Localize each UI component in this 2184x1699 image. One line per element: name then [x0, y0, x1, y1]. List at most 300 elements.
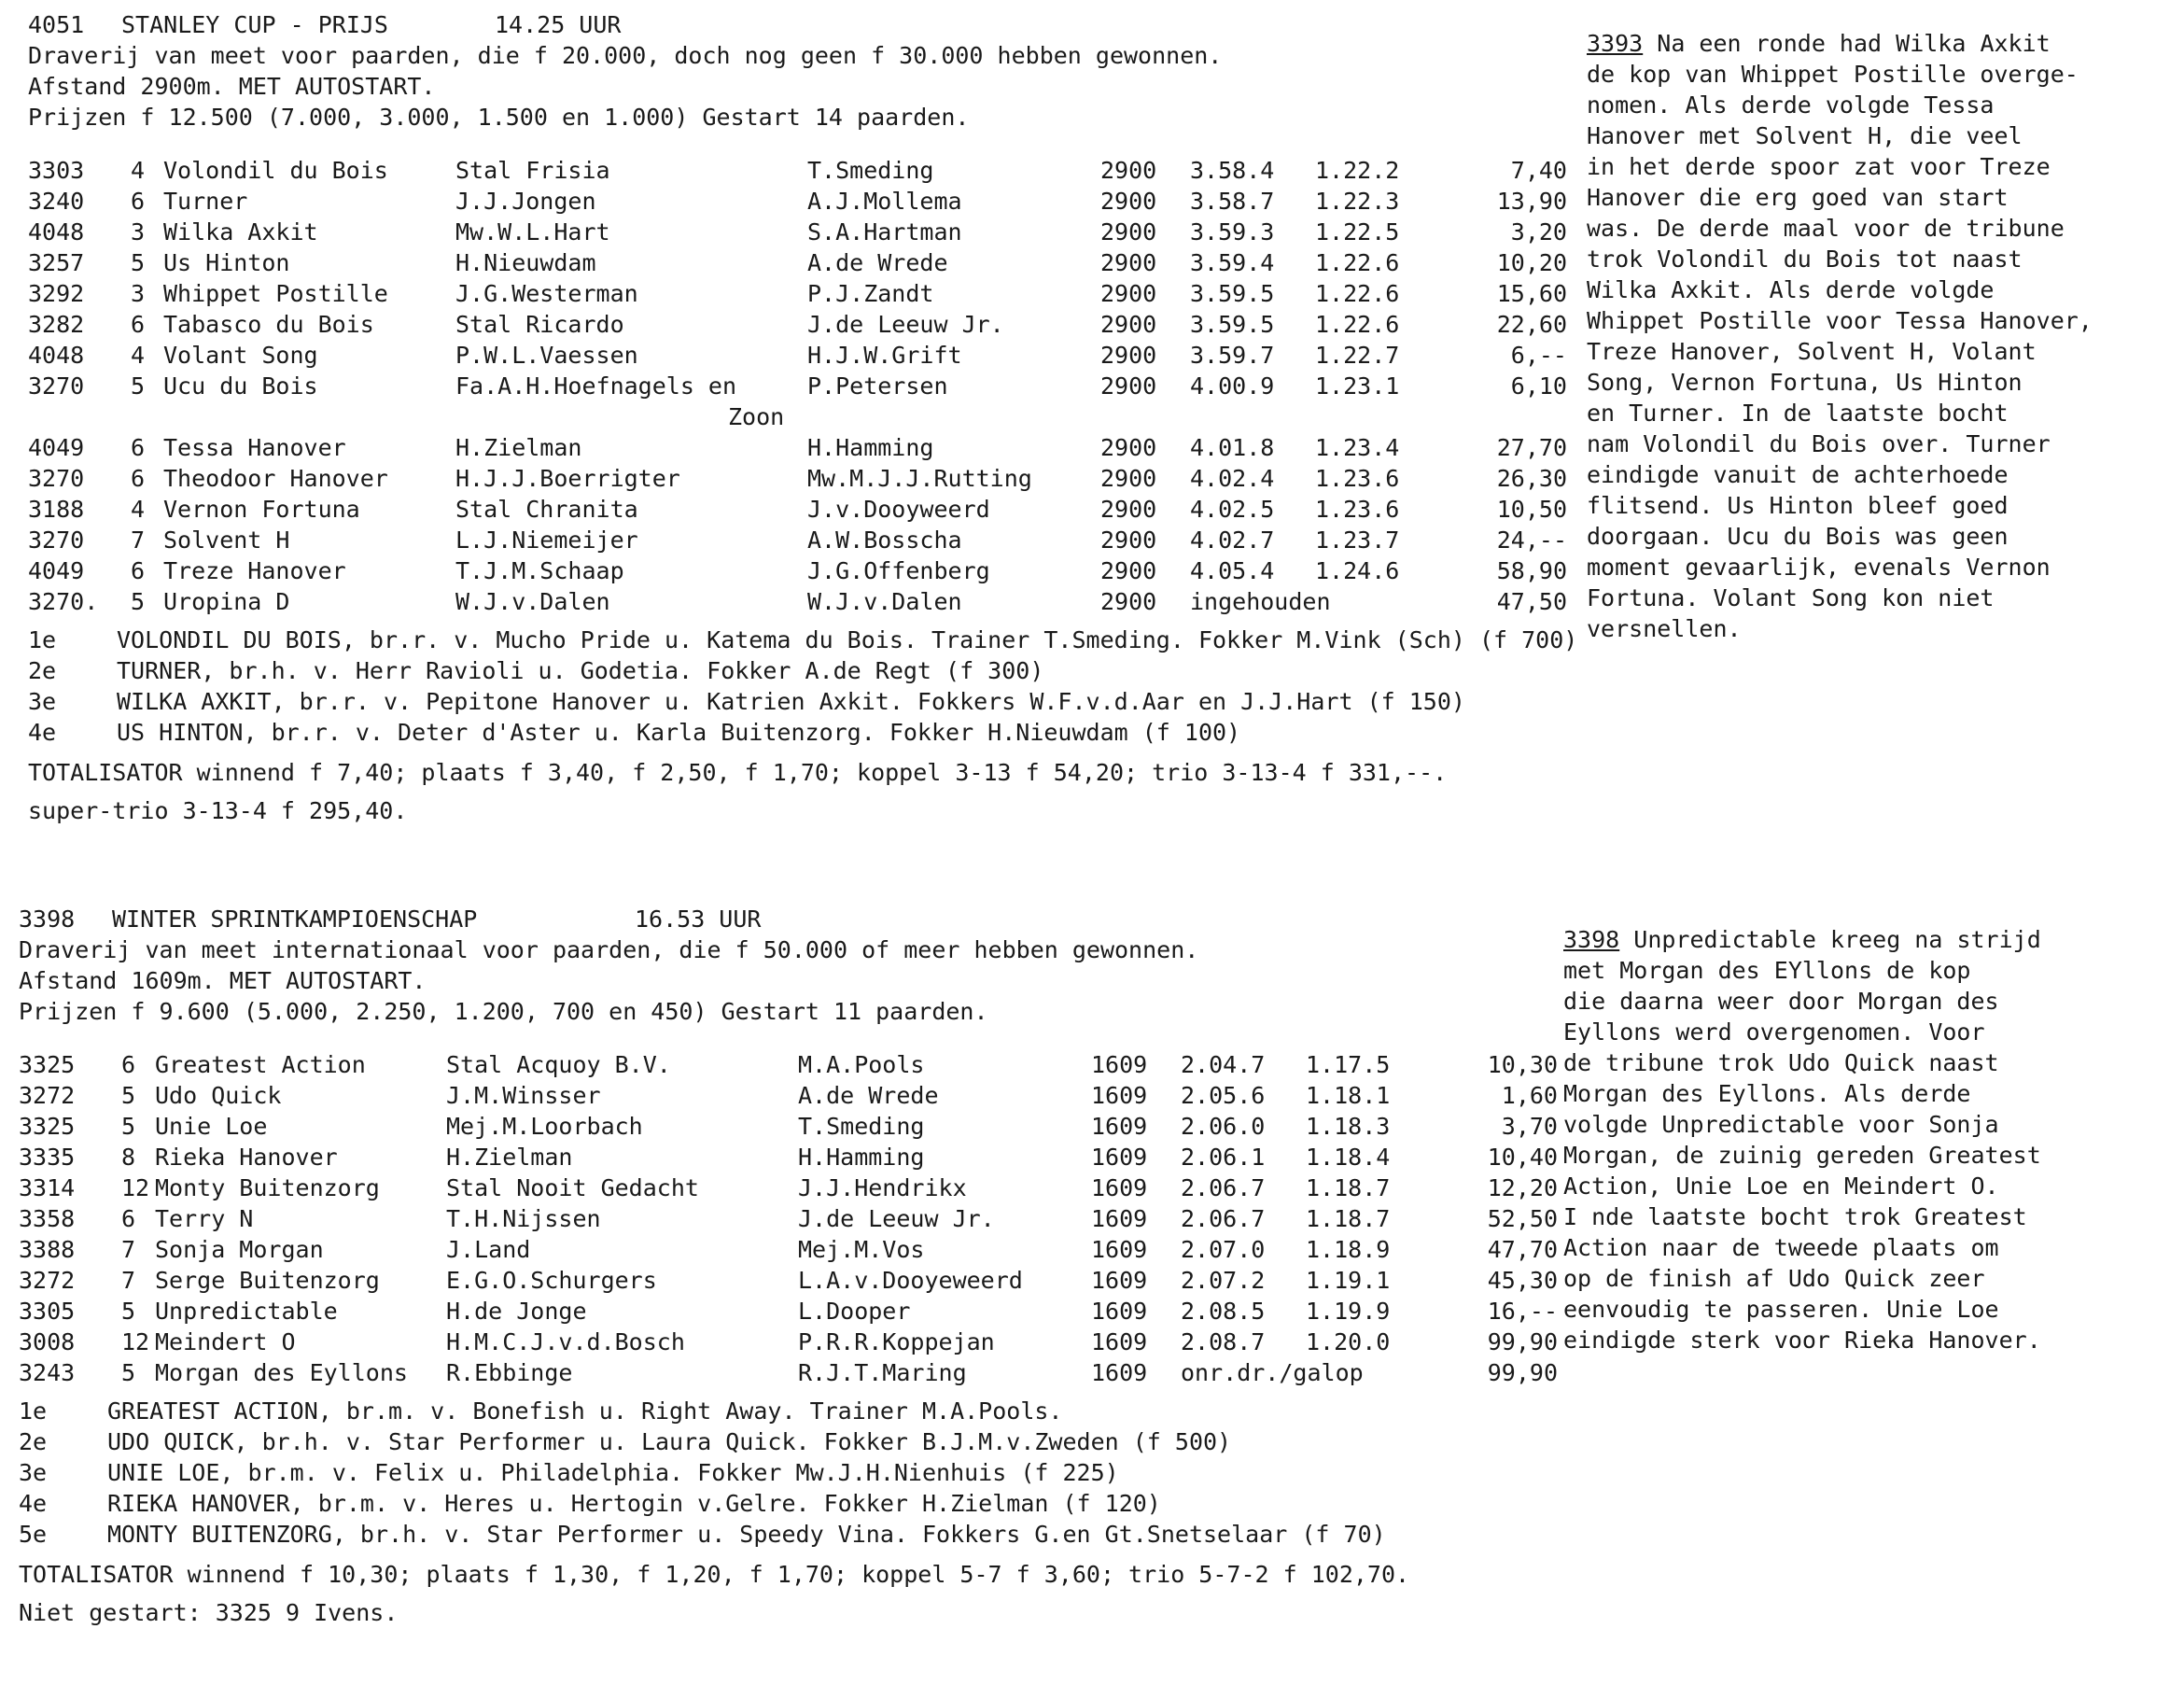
race-name: WINTER SPRINTKAMPIOENSCHAP — [112, 906, 478, 933]
cell-horse: Tessa Hanover — [163, 434, 346, 461]
cell-dist: 2900 — [1100, 249, 1157, 276]
cell-driver: T.Smeding — [807, 157, 934, 184]
cell-driver: R.J.T.Maring — [798, 1359, 967, 1386]
table-row — [28, 309, 1596, 340]
cell-no: 3 — [131, 280, 146, 307]
cell-id: 4048 — [28, 342, 85, 369]
cell-odds: 6,-- — [1510, 342, 1567, 369]
cell-id: 3292 — [28, 280, 85, 307]
cell-owner: H.Nieuwdam — [455, 249, 596, 276]
cell-owner: Mw.W.L.Hart — [455, 218, 610, 246]
table-row — [19, 1049, 1587, 1080]
cell-km: 1.18.3 — [1306, 1113, 1391, 1140]
cell-km: 1.17.5 — [1306, 1051, 1391, 1078]
comment-text: Unpredictable kreeg na strijd met Morgan des EYllons de kop die daarna weer door Morgan des Eyllons werd overgenomen. Voor de tribune trok Udo Quick naast Morgan des Eyllons. Als derde volgde Unpredictable voor Sonja Morgan, de zuinig gereden Greatest Action, Unie Loe en Meindert O. I nde laatste bocht trok Greatest Action naar de tweede plaats om op de finish af Udo Quick zeer eenvoudig te passeren. Unie Loe eindigde sterk voor Rieka Hanover. — [1563, 926, 2041, 1354]
cell-owner: J.M.Winsser — [446, 1082, 601, 1109]
cell-km: 1.20.0 — [1306, 1328, 1391, 1355]
placing-item — [19, 1519, 1587, 1550]
placing-item — [19, 1426, 1587, 1457]
cell-km — [1306, 1357, 1455, 1388]
cell-dist: 1609 — [1091, 1051, 1148, 1078]
cell-km: 1.23.6 — [1315, 465, 1400, 492]
placing-position: 4e — [19, 1490, 48, 1517]
race-distance: Afstand 2900m. MET AUTOSTART. — [28, 73, 436, 100]
cell-id: 3240 — [28, 188, 85, 215]
race-number: 3398 — [19, 906, 76, 933]
cell-odds: 27,70 — [1496, 434, 1567, 461]
table-row — [19, 1265, 1587, 1296]
race-prizes: Prijzen f 12.500 (7.000, 3.000, 1.500 en 1.000) Gestart 14 paarden. — [28, 104, 970, 131]
table-row — [28, 217, 1596, 247]
cell-driver: A.de Wrede — [798, 1082, 939, 1109]
placing-item — [28, 686, 1596, 717]
cell-time: 2.07.0 — [1181, 1236, 1266, 1263]
cell-odds: 45,30 — [1487, 1267, 1558, 1294]
cell-dist: 2900 — [1100, 311, 1157, 338]
cell-no: 4 — [131, 342, 146, 369]
cell-km: 1.22.2 — [1315, 157, 1400, 184]
cell-odds: 52,50 — [1487, 1205, 1558, 1232]
race-title-line — [28, 9, 1596, 40]
cell-time: 2.08.5 — [1181, 1298, 1266, 1325]
table-row — [19, 1111, 1587, 1142]
cell-owner: H.de Jonge — [446, 1298, 587, 1325]
cell-no: 7 — [131, 527, 146, 554]
placings-list — [19, 1396, 1587, 1550]
cell-owner: H.Zielman — [455, 434, 582, 461]
cell-id: 3270. — [28, 588, 99, 615]
cell-dist: 1609 — [1091, 1174, 1148, 1201]
cell-odds: 1,60 — [1501, 1082, 1558, 1109]
cell-driver: A.J.Mollema — [807, 188, 962, 215]
cell-no: 5 — [131, 588, 146, 615]
race-description: Draverij van meet internationaal voor paarden, die f 50.000 of meer hebben gewonnen. — [19, 936, 1199, 963]
cell-owner: H.M.C.J.v.d.Bosch — [446, 1328, 685, 1355]
cell-no: 8 — [121, 1144, 136, 1171]
cell-horse: Volant Song — [163, 342, 318, 369]
cell-odds: 22,60 — [1496, 311, 1567, 338]
totalisator-line: TOTALISATOR winnend f 10,30; plaats f 1,30, f 1,20, f 1,70; koppel 5-7 f 3,60; trio 5-7-2 f 102,70. — [19, 1561, 1410, 1588]
cell-driver: P.Petersen — [807, 372, 948, 400]
cell-horse: Meindert O — [155, 1328, 296, 1355]
placing-position: 1e — [28, 626, 57, 653]
cell-time: 4.05.4 — [1190, 557, 1275, 584]
cell-km: 1.22.7 — [1315, 342, 1400, 369]
table-row — [28, 278, 1596, 309]
cell-time: onr.dr./galop — [1181, 1359, 1364, 1386]
comment-reference: 3393 — [1587, 30, 1644, 57]
cell-no: 5 — [121, 1082, 136, 1109]
table-row — [19, 1080, 1587, 1111]
cell-dist: 2900 — [1100, 188, 1157, 215]
comment-text: Na een ronde had Wilka Axkit de kop van Whippet Postille overge- nomen. Als derde volgde Tessa Hanover met Solvent H, die veel in het derde spoor zat voor Treze Hanover die erg goed van start was. De derde maal voor de tribune trok Volondil du Bois tot naast Wilka Axkit. Als derde volgde Whippet Postille voor Tessa Hanover, Treze Hanover, Solvent H, Volant Song, Vernon Fortuna, Us Hinton en Turner. In de laatste bocht nam Volondil du Bois over. Turner eindigde vanuit de achterhoede flitsend. Us Hinton bleef goed doorgaan. Ucu du Bois was geen moment gevaarlijk, evenals Vernon Fortuna. Volant Song kon niet versnellen. — [1587, 30, 2093, 642]
cell-horse: Rieka Hanover — [155, 1144, 338, 1171]
cell-id: 3335 — [19, 1144, 76, 1171]
cell-driver: J.G.Offenberg — [807, 557, 990, 584]
cell-km: 1.23.7 — [1315, 527, 1400, 554]
cell-dist: 1609 — [1091, 1328, 1148, 1355]
placing-position: 5e — [19, 1521, 48, 1548]
cell-owner: Stal Frisia — [455, 157, 610, 184]
race-title-line — [19, 904, 1587, 934]
placing-position: 2e — [28, 657, 57, 684]
table-row — [19, 1203, 1587, 1234]
placing-item — [19, 1457, 1587, 1488]
results-table — [19, 1049, 1587, 1388]
not-started-line: Niet gestart: 3325 9 Ivens. — [19, 1599, 399, 1626]
cell-odds: 47,50 — [1496, 588, 1567, 615]
cell-dist: 1609 — [1091, 1082, 1148, 1109]
cell-driver: Mej.M.Vos — [798, 1236, 925, 1263]
cell-driver: P.R.R.Koppejan — [798, 1328, 995, 1355]
table-row — [28, 586, 1596, 617]
table-row — [19, 1172, 1587, 1203]
cell-time: 3.59.7 — [1190, 342, 1275, 369]
cell-dist: 2900 — [1100, 496, 1157, 523]
cell-odds: 12,20 — [1487, 1174, 1558, 1201]
table-row — [28, 525, 1596, 555]
cell-horse: Us Hinton — [163, 249, 290, 276]
cell-horse: Turner — [163, 188, 248, 215]
race-name: STANLEY CUP - PRIJS — [121, 11, 388, 38]
cell-driver: J.v.Dooyweerd — [807, 496, 990, 523]
cell-dist: 1609 — [1091, 1144, 1148, 1171]
cell-horse: Whippet Postille — [163, 280, 388, 307]
comment-reference: 3398 — [1563, 926, 1620, 953]
cell-horse: Tabasco du Bois — [163, 311, 374, 338]
cell-no: 12 — [121, 1328, 150, 1355]
cell-odds: 58,90 — [1496, 557, 1567, 584]
cell-driver: H.Hamming — [798, 1144, 925, 1171]
cell-time: 4.02.4 — [1190, 465, 1275, 492]
table-row — [28, 432, 1596, 463]
cell-id: 3325 — [19, 1113, 76, 1140]
cell-odds: 7,40 — [1510, 157, 1567, 184]
cell-driver: W.J.v.Dalen — [807, 588, 962, 615]
placing-text: TURNER, br.h. v. Herr Ravioli u. Godetia. Fokker A.de Regt (f 300) — [117, 657, 1044, 684]
cell-odds: 15,60 — [1496, 280, 1567, 307]
cell-id: 3008 — [19, 1328, 76, 1355]
cell-time: 4.02.7 — [1190, 527, 1275, 554]
placing-text: US HINTON, br.r. v. Deter d'Aster u. Karla Buitenzorg. Fokker H.Nieuwdam (f 100) — [117, 719, 1241, 746]
cell-no: 6 — [131, 465, 146, 492]
cell-km — [1315, 586, 1464, 617]
cell-driver: H.J.W.Grift — [807, 342, 962, 369]
placing-text: RIEKA HANOVER, br.m. v. Heres u. Hertogin v.Gelre. Fokker H.Zielman (f 120) — [107, 1490, 1161, 1517]
cell-driver: L.Dooper — [798, 1298, 911, 1325]
cell-driver: A.de Wrede — [807, 249, 948, 276]
cell-time: 2.07.2 — [1181, 1267, 1266, 1294]
cell-owner: Stal Chranita — [455, 496, 638, 523]
placing-item — [28, 625, 1596, 655]
cell-time: 3.58.7 — [1190, 188, 1275, 215]
cell-km: 1.18.1 — [1306, 1082, 1391, 1109]
cell-km: 1.24.6 — [1315, 557, 1400, 584]
cell-id: 3270 — [28, 527, 85, 554]
cell-driver: M.A.Pools — [798, 1051, 925, 1078]
cell-horse: Vernon Fortuna — [163, 496, 360, 523]
cell-no: 5 — [121, 1113, 136, 1140]
cell-id: 4049 — [28, 557, 85, 584]
placing-item — [19, 1488, 1587, 1519]
cell-id: 3358 — [19, 1205, 76, 1232]
cell-driver: J.de Leeuw Jr. — [798, 1205, 995, 1232]
table-row — [19, 1142, 1587, 1172]
cell-horse: Uropina D — [163, 588, 290, 615]
cell-horse: Wilka Axkit — [163, 218, 318, 246]
placing-position: 4e — [28, 719, 57, 746]
cell-owner: J.G.Westerman — [455, 280, 638, 307]
cell-dist: 2900 — [1100, 280, 1157, 307]
placing-text: UDO QUICK, br.h. v. Star Performer u. Laura Quick. Fokker B.J.M.v.Zweden (f 500) — [107, 1428, 1232, 1455]
cell-time: 3.59.3 — [1190, 218, 1275, 246]
cell-odds: 47,70 — [1487, 1236, 1558, 1263]
cell-horse: Unie Loe — [155, 1113, 268, 1140]
cell-horse: Unpredictable — [155, 1298, 338, 1325]
cell-time: 2.05.6 — [1181, 1082, 1266, 1109]
cell-horse: Greatest Action — [155, 1051, 366, 1078]
cell-dist: 2900 — [1100, 527, 1157, 554]
cell-owner: P.W.L.Vaessen — [455, 342, 638, 369]
cell-horse: Terry N — [155, 1205, 254, 1232]
cell-no: 12 — [121, 1174, 150, 1201]
cell-km: 1.23.1 — [1315, 372, 1400, 400]
cell-km: 1.18.9 — [1306, 1236, 1391, 1263]
cell-km: 1.22.6 — [1315, 311, 1400, 338]
cell-driver: J.de Leeuw Jr. — [807, 311, 1004, 338]
cell-time: 2.06.1 — [1181, 1144, 1266, 1171]
cell-owner: Fa.A.H.Hoefnagels en — [455, 372, 737, 400]
cell-no: 7 — [121, 1236, 136, 1263]
cell-horse: Solvent H — [163, 527, 290, 554]
placing-text: WILKA AXKIT, br.r. v. Pepitone Hanover u. Katrien Axkit. Fokkers W.F.v.d.Aar en J.J.Hart (f 150) — [117, 688, 1465, 715]
race-description: Draverij van meet voor paarden, die f 20.000, doch nog geen f 30.000 hebben gewonnen. — [28, 42, 1223, 69]
table-row — [19, 1296, 1587, 1327]
cell-owner: J.J.Jongen — [455, 188, 596, 215]
cell-no: 6 — [121, 1051, 136, 1078]
cell-owner: T.H.Nijssen — [446, 1205, 601, 1232]
cell-odds: 26,30 — [1496, 465, 1567, 492]
cell-owner: R.Ebbinge — [446, 1359, 573, 1386]
cell-km: 1.23.4 — [1315, 434, 1400, 461]
cell-odds: 99,90 — [1487, 1359, 1558, 1386]
cell-no: 3 — [131, 218, 146, 246]
cell-dist: 1609 — [1091, 1298, 1148, 1325]
table-row — [28, 555, 1596, 586]
cell-time: 2.06.0 — [1181, 1113, 1266, 1140]
cell-dist: 2900 — [1100, 372, 1157, 400]
cell-horse: Morgan des Eyllons — [155, 1359, 408, 1386]
placing-item — [28, 655, 1596, 686]
race-time: 14.25 UUR — [495, 11, 622, 38]
cell-driver: S.A.Hartman — [807, 218, 962, 246]
cell-odds: 13,90 — [1496, 188, 1567, 215]
cell-odds: 3,20 — [1510, 218, 1567, 246]
placing-item — [19, 1396, 1587, 1426]
cell-dist: 2900 — [1100, 342, 1157, 369]
cell-driver: T.Smeding — [798, 1113, 925, 1140]
race-time: 16.53 UUR — [635, 906, 762, 933]
cell-odds: 99,90 — [1487, 1328, 1558, 1355]
cell-owner: Stal Ricardo — [455, 311, 624, 338]
table-row — [28, 155, 1596, 186]
cell-driver: H.Hamming — [807, 434, 934, 461]
cell-dist: 2900 — [1100, 465, 1157, 492]
cell-odds: 24,-- — [1496, 527, 1567, 554]
race-distance: Afstand 1609m. MET AUTOSTART. — [19, 967, 427, 994]
cell-no: 5 — [131, 249, 146, 276]
cell-no: 6 — [121, 1205, 136, 1232]
table-row — [28, 247, 1596, 278]
cell-id: 3305 — [19, 1298, 76, 1325]
cell-no: 5 — [121, 1298, 136, 1325]
table-row — [19, 1234, 1587, 1265]
cell-time: 2.06.7 — [1181, 1174, 1266, 1201]
race-section-3398 — [19, 904, 1587, 1628]
cell-driver: L.A.v.Dooyeweerd — [798, 1267, 1023, 1294]
cell-time: 3.58.4 — [1190, 157, 1275, 184]
table-row — [28, 494, 1596, 525]
cell-km: 1.22.6 — [1315, 249, 1400, 276]
cell-id: 4049 — [28, 434, 85, 461]
cell-time: 2.06.7 — [1181, 1205, 1266, 1232]
cell-horse: Udo Quick — [155, 1082, 282, 1109]
cell-id: 3303 — [28, 157, 85, 184]
cell-time: 4.02.5 — [1190, 496, 1275, 523]
cell-time: 2.08.7 — [1181, 1328, 1266, 1355]
cell-id: 3257 — [28, 249, 85, 276]
cell-horse: Serge Buitenzorg — [155, 1267, 380, 1294]
cell-no: 4 — [131, 496, 146, 523]
cell-horse: Ucu du Bois — [163, 372, 318, 400]
cell-time: 3.59.4 — [1190, 249, 1275, 276]
cell-horse: Sonja Morgan — [155, 1236, 324, 1263]
placing-position: 1e — [19, 1397, 48, 1425]
cell-id: 3388 — [19, 1236, 76, 1263]
cell-horse: Theodoor Hanover — [163, 465, 388, 492]
cell-dist: 2900 — [1100, 157, 1157, 184]
cell-id: 3243 — [19, 1359, 76, 1386]
supertrio-line: super-trio 3-13-4 f 295,40. — [28, 797, 408, 824]
cell-odds: 10,50 — [1496, 496, 1567, 523]
cell-no: 6 — [131, 434, 146, 461]
cell-no: 6 — [131, 311, 146, 338]
placing-item — [28, 717, 1596, 748]
cell-no: 6 — [131, 557, 146, 584]
cell-driver: A.W.Bosscha — [807, 527, 962, 554]
cell-id: 4048 — [28, 218, 85, 246]
cell-owner: H.J.J.Boerrigter — [455, 465, 680, 492]
cell-no: 4 — [131, 157, 146, 184]
cell-dist: 1609 — [1091, 1205, 1148, 1232]
cell-owner: E.G.O.Schurgers — [446, 1267, 657, 1294]
cell-time: 3.59.5 — [1190, 280, 1275, 307]
cell-no: 6 — [131, 188, 146, 215]
cell-odds: 10,30 — [1487, 1051, 1558, 1078]
cell-owner: Stal Acquoy B.V. — [446, 1051, 671, 1078]
cell-km: 1.23.6 — [1315, 496, 1400, 523]
cell-driver: J.J.Hendrikx — [798, 1174, 967, 1201]
cell-time: 3.59.5 — [1190, 311, 1275, 338]
cell-owner: T.J.M.Schaap — [455, 557, 624, 584]
cell-odds: 3,70 — [1501, 1113, 1558, 1140]
cell-dist: 2900 — [1100, 218, 1157, 246]
cell-id: 3270 — [28, 465, 85, 492]
cell-owner: Mej.M.Loorbach — [446, 1113, 643, 1140]
placing-position: 2e — [19, 1428, 48, 1455]
cell-km: 1.18.7 — [1306, 1174, 1391, 1201]
race-comment-3398 — [1563, 924, 2123, 1355]
cell-no: 5 — [131, 372, 146, 400]
cell-horse: Treze Hanover — [163, 557, 346, 584]
cell-id: 3314 — [19, 1174, 76, 1201]
cell-odds: 10,40 — [1487, 1144, 1558, 1171]
table-row — [19, 1327, 1587, 1357]
cell-horse: Monty Buitenzorg — [155, 1174, 380, 1201]
cell-km: 1.18.7 — [1306, 1205, 1391, 1232]
placing-text: VOLONDIL DU BOIS, br.r. v. Mucho Pride u. Katema du Bois. Trainer T.Smeding. Fokker M.Vink (Sch) (f 700) — [117, 626, 1578, 653]
cell-km: 1.19.9 — [1306, 1298, 1391, 1325]
table-row — [19, 1357, 1587, 1388]
placing-position: 3e — [19, 1459, 48, 1486]
cell-dist: 2900 — [1100, 557, 1157, 584]
cell-owner: H.Zielman — [446, 1144, 573, 1171]
cell-id: 3325 — [19, 1051, 76, 1078]
cell-time: 4.00.9 — [1190, 372, 1275, 400]
placing-text: GREATEST ACTION, br.m. v. Bonefish u. Right Away. Trainer M.A.Pools. — [107, 1397, 1063, 1425]
table-row — [28, 371, 1596, 401]
cell-km: 1.22.6 — [1315, 280, 1400, 307]
cell-horse: Volondil du Bois — [163, 157, 388, 184]
cell-odds: 10,20 — [1496, 249, 1567, 276]
table-row — [28, 186, 1596, 217]
cell-odds: 6,10 — [1510, 372, 1567, 400]
cell-owner: J.Land — [446, 1236, 531, 1263]
cell-km: 1.22.3 — [1315, 188, 1400, 215]
cell-dist: 1609 — [1091, 1113, 1148, 1140]
race-section-4051 — [28, 9, 1596, 826]
placing-position: 3e — [28, 688, 57, 715]
cell-id: 3270 — [28, 372, 85, 400]
placing-text: MONTY BUITENZORG, br.h. v. Star Performer u. Speedy Vina. Fokkers G.en Gt.Snetselaar (f 70) — [107, 1521, 1386, 1548]
cell-dist: 2900 — [1100, 588, 1157, 615]
cell-km: 1.19.1 — [1306, 1267, 1391, 1294]
cell-time: 2.04.7 — [1181, 1051, 1266, 1078]
race-number: 4051 — [28, 11, 85, 38]
cell-dist: 2900 — [1100, 434, 1157, 461]
table-row — [28, 340, 1596, 371]
cell-id: 3188 — [28, 496, 85, 523]
cell-km: 1.22.5 — [1315, 218, 1400, 246]
race-comment-4051 — [1587, 28, 2147, 644]
table-row — [28, 463, 1596, 494]
cell-driver: P.J.Zandt — [807, 280, 934, 307]
cell-dist: 1609 — [1091, 1267, 1148, 1294]
cell-dist: 1609 — [1091, 1236, 1148, 1263]
cell-owner: W.J.v.Dalen — [455, 588, 610, 615]
results-table — [28, 155, 1596, 617]
race-prizes: Prijzen f 9.600 (5.000, 2.250, 1.200, 700 en 450) Gestart 11 paarden. — [19, 998, 988, 1025]
owner-continuation: Zoon — [728, 403, 785, 430]
cell-no: 5 — [121, 1359, 136, 1386]
cell-owner: L.J.Niemeijer — [455, 527, 638, 554]
cell-km: 1.18.4 — [1306, 1144, 1391, 1171]
totalisator-line: TOTALISATOR winnend f 7,40; plaats f 3,40, f 2,50, f 1,70; koppel 3-13 f 54,20; trio 3-13-4 f 331,--. — [28, 759, 1448, 786]
cell-id: 3282 — [28, 311, 85, 338]
cell-id: 3272 — [19, 1082, 76, 1109]
cell-id: 3272 — [19, 1267, 76, 1294]
cell-time: 4.01.8 — [1190, 434, 1275, 461]
